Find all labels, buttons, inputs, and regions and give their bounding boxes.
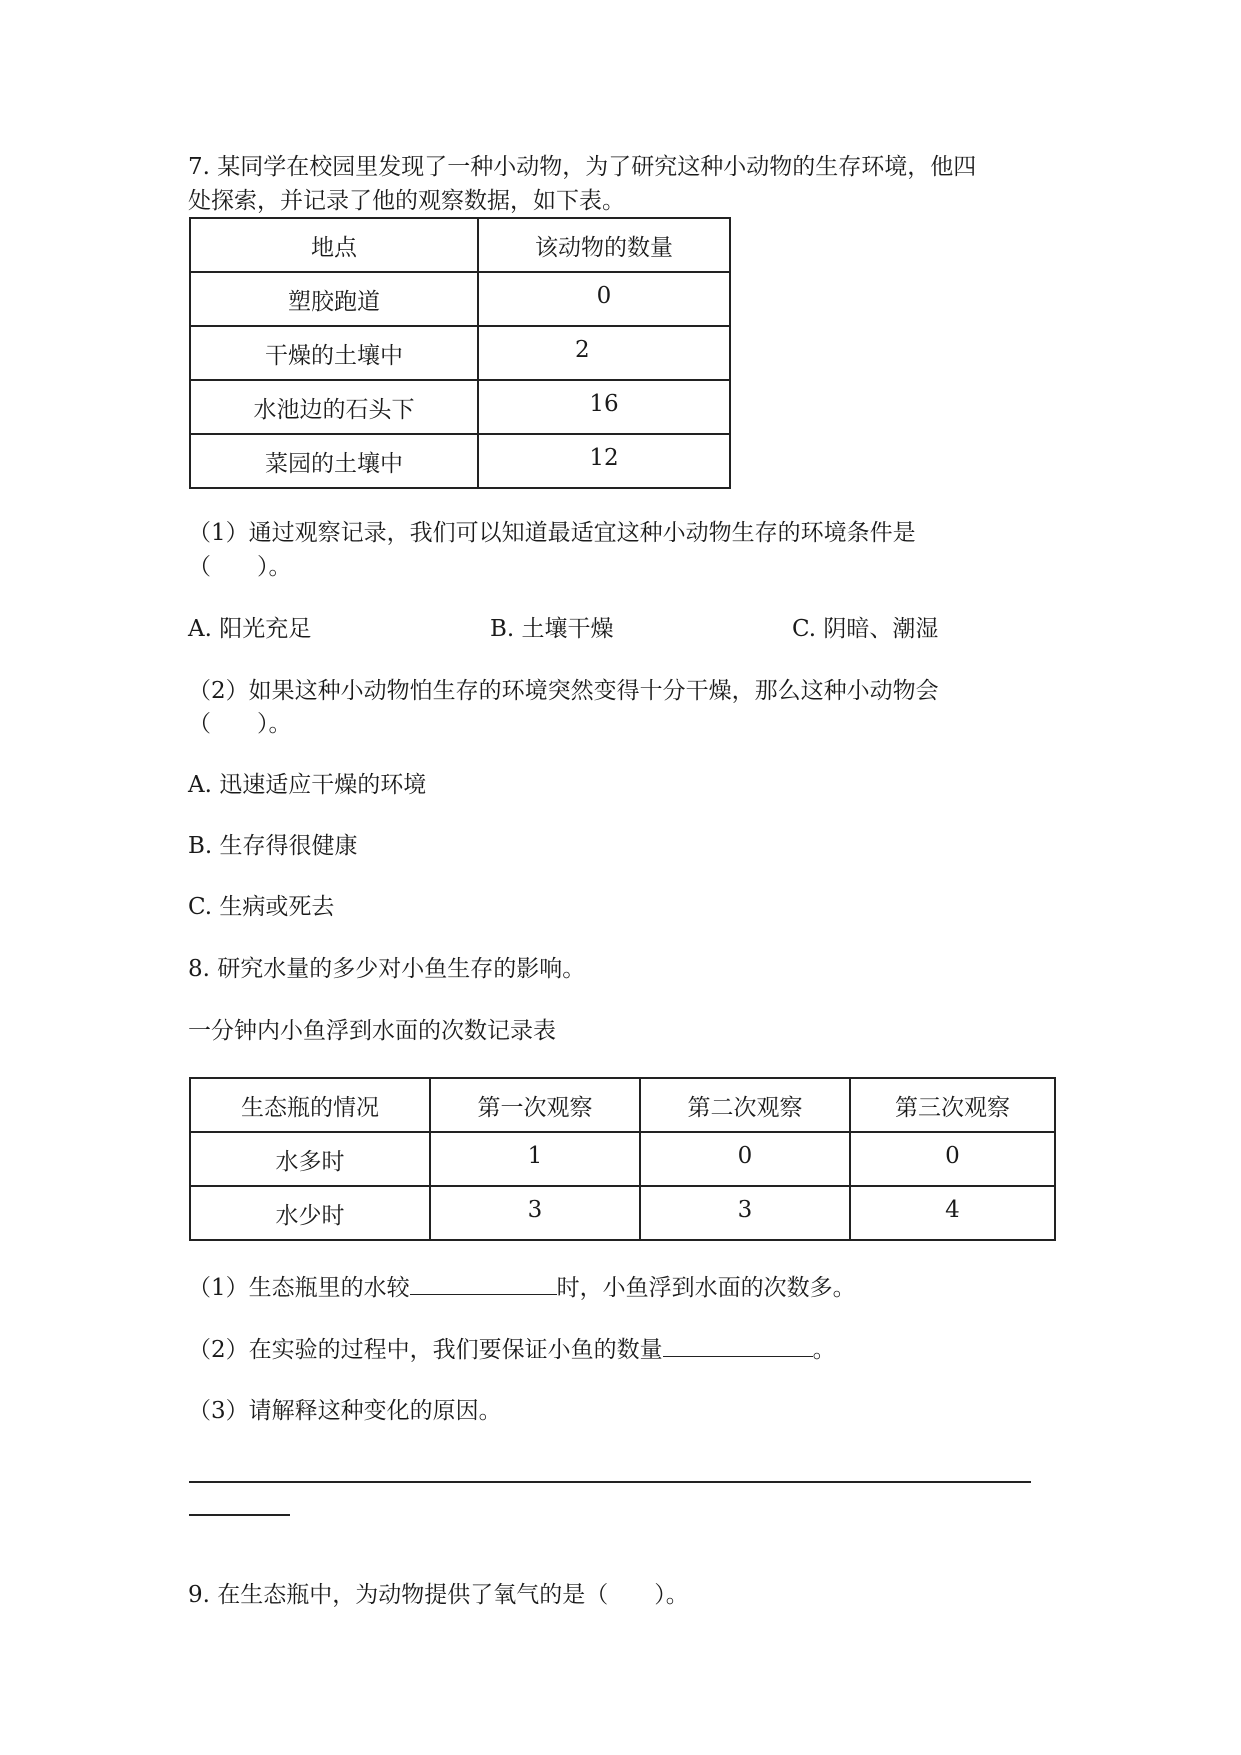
table-row [190,326,730,380]
q7-sub1-line2: （ ）。 [188,554,292,580]
table-cell: 塑胶跑道 [190,272,478,326]
table-header-cell: 第三次观察 [850,1078,1055,1132]
q7-sub2-option-c: C. 生病或死去 [188,894,335,920]
q7-sub2-line1: （2）如果这种小动物怕生存的环境突然变得十分干燥，那么这种小动物会 [188,678,939,704]
table-header-row [190,218,730,272]
q8-sub1 [188,1272,856,1303]
table-cell: 水多时 [190,1132,430,1186]
table-cell: 12 [478,434,730,488]
table-cell: 水池边的石头下 [190,380,478,434]
q8-sub2-after: 。 [812,1337,836,1363]
q8-stem: 8. 研究水量的多少对小鱼生存的影响。 [188,956,586,982]
table-header-row [190,1078,1055,1132]
q7-sub2-option-a: A. 迅速适应干燥的环境 [188,772,427,798]
q7-stem-line1: 7. 某同学在校园里发现了一种小动物，为了研究这种小动物的生存环境，他四 [188,154,977,180]
table-cell: 1 [430,1132,640,1186]
q8-table [189,1077,1056,1241]
q7-sub2-option-b: B. 生存得很健康 [188,833,358,859]
table-cell: 2 [478,326,730,380]
table-row [190,272,730,326]
q8-sub1-before: （1）生态瓶里的水较 [188,1275,410,1301]
q9-stem: 9. 在生态瓶中，为动物提供了氧气的是（ ）。 [188,1582,689,1608]
table-cell: 0 [640,1132,850,1186]
table-row [190,380,730,434]
q8-table-title: 一分钟内小鱼浮到水面的次数记录表 [188,1018,556,1044]
table-cell: 0 [850,1132,1055,1186]
table-header-cell: 生态瓶的情况 [190,1078,430,1132]
table-row [190,434,730,488]
q7-sub1-line1: （1）通过观察记录，我们可以知道最适宜这种小动物生存的环境条件是 [188,520,916,546]
answer-blank[interactable] [663,1334,813,1357]
table-row [190,1186,1055,1240]
q7-sub1-option-c: C. 阴暗、潮湿 [792,616,939,642]
answer-line[interactable] [189,1481,1031,1483]
table-cell: 3 [640,1186,850,1240]
q7-sub1-option-b: B. 土壤干燥 [490,616,614,642]
table-cell: 16 [478,380,730,434]
table-header-cell: 第一次观察 [430,1078,640,1132]
q7-sub1-option-a: A. 阳光充足 [188,616,312,642]
table-cell: 0 [478,272,730,326]
q8-sub3: （3）请解释这种变化的原因。 [188,1398,502,1424]
table-header-cell: 第二次观察 [640,1078,850,1132]
table-header-cell: 该动物的数量 [478,218,730,272]
table-cell: 干燥的土壤中 [190,326,478,380]
q8-sub2 [188,1334,836,1365]
q8-sub2-before: （2）在实验的过程中，我们要保证小鱼的数量 [188,1337,663,1363]
table-cell: 水少时 [190,1186,430,1240]
q7-table [189,217,731,489]
q7-stem-line2: 处探索，并记录了他的观察数据，如下表。 [188,188,625,214]
table-header-cell: 地点 [190,218,478,272]
q8-sub1-after: 时，小鱼浮到水面的次数多。 [556,1275,856,1301]
table-cell: 4 [850,1186,1055,1240]
table-row [190,1132,1055,1186]
answer-blank[interactable] [410,1272,557,1295]
table-cell: 3 [430,1186,640,1240]
q7-sub2-line2: （ ）。 [188,711,292,737]
table-cell: 菜园的土壤中 [190,434,478,488]
answer-line[interactable] [189,1514,290,1516]
